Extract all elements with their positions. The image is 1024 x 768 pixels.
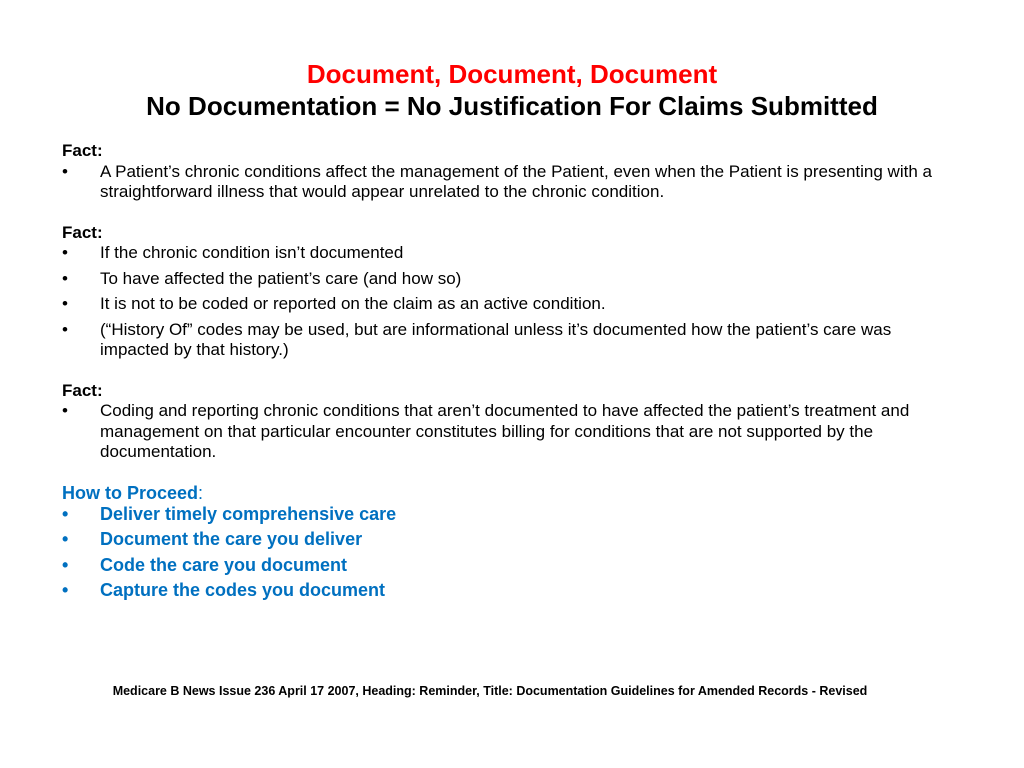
list-item: [62, 555, 962, 576]
list-item: [62, 320, 962, 361]
list-item-text: Capture the codes you document: [100, 580, 386, 600]
list-item: [62, 529, 962, 550]
title-line-2: No Documentation = No Justification For Claims Submitted: [146, 91, 878, 121]
list-item-text: (“History Of” codes may be used, but are informational unless it’s documented how the patient’s care was impacted by that history.): [100, 319, 892, 359]
list-item: [62, 504, 962, 525]
list-item: [62, 269, 962, 290]
bullet-icon: •: [62, 319, 68, 339]
source-citation: Medicare B News Issue 236 April 17 2007, Heading: Reminder, Title: Documentation Guidelines for Amended Records - Revised: [112, 684, 868, 698]
bullet-icon: •: [62, 529, 69, 549]
bullet-icon: •: [62, 503, 69, 524]
bullet-icon: •: [62, 294, 68, 313]
list-item-text: Document the care you deliver: [100, 529, 363, 549]
bullet-icon: •: [62, 580, 69, 600]
bullet-icon: •: [62, 554, 69, 575]
fact-list: [62, 162, 962, 203]
list-item-text: If the chronic condition isn’t documented: [100, 243, 404, 262]
list-item: [62, 580, 962, 601]
bullet-icon: •: [62, 268, 68, 288]
fact-heading: Fact:: [62, 380, 103, 400]
bullet-icon: •: [62, 401, 68, 420]
bullet-icon: •: [62, 243, 68, 262]
fact-heading: Fact:: [62, 141, 103, 160]
proceed-heading: [62, 483, 962, 504]
how-to-proceed-section: [62, 483, 962, 602]
fact-section-3: [62, 381, 962, 463]
list-item: [62, 162, 962, 203]
list-item: [62, 243, 962, 264]
proceed-heading-text: How to Proceed: [62, 482, 199, 503]
bullet-icon: •: [62, 161, 68, 181]
list-item-text: A Patient’s chronic conditions affect the management of the Patient, even when the Patient is presenting with a straightforward illness that would appear unrelated to the chronic condition.: [100, 161, 932, 201]
list-item-text: To have affected the patient’s care (and how so): [100, 268, 462, 288]
list-item: [62, 294, 962, 315]
fact-list: [62, 243, 962, 361]
title-line-1: Document, Document, Document: [306, 59, 718, 89]
proceed-list: [62, 504, 962, 602]
list-item-text: Coding and reporting chronic conditions that aren’t documented to have affected the patient’s treatment and management on that particular encounter constitutes billing for conditions that are not supported by the documentation.: [100, 401, 910, 461]
list-item-text: It is not to be coded or reported on the claim as an active condition.: [100, 294, 606, 313]
fact-heading: Fact:: [62, 222, 103, 242]
list-item: [62, 401, 962, 463]
fact-section-1: [62, 141, 962, 203]
proceed-heading-colon: :: [198, 482, 204, 503]
slide-title: [0, 58, 1024, 122]
list-item-text: Deliver timely comprehensive care: [100, 503, 397, 524]
fact-section-2: [62, 223, 962, 361]
fact-list: [62, 401, 962, 463]
slide-body: [62, 141, 962, 606]
list-item-text: Code the care you document: [100, 554, 348, 575]
